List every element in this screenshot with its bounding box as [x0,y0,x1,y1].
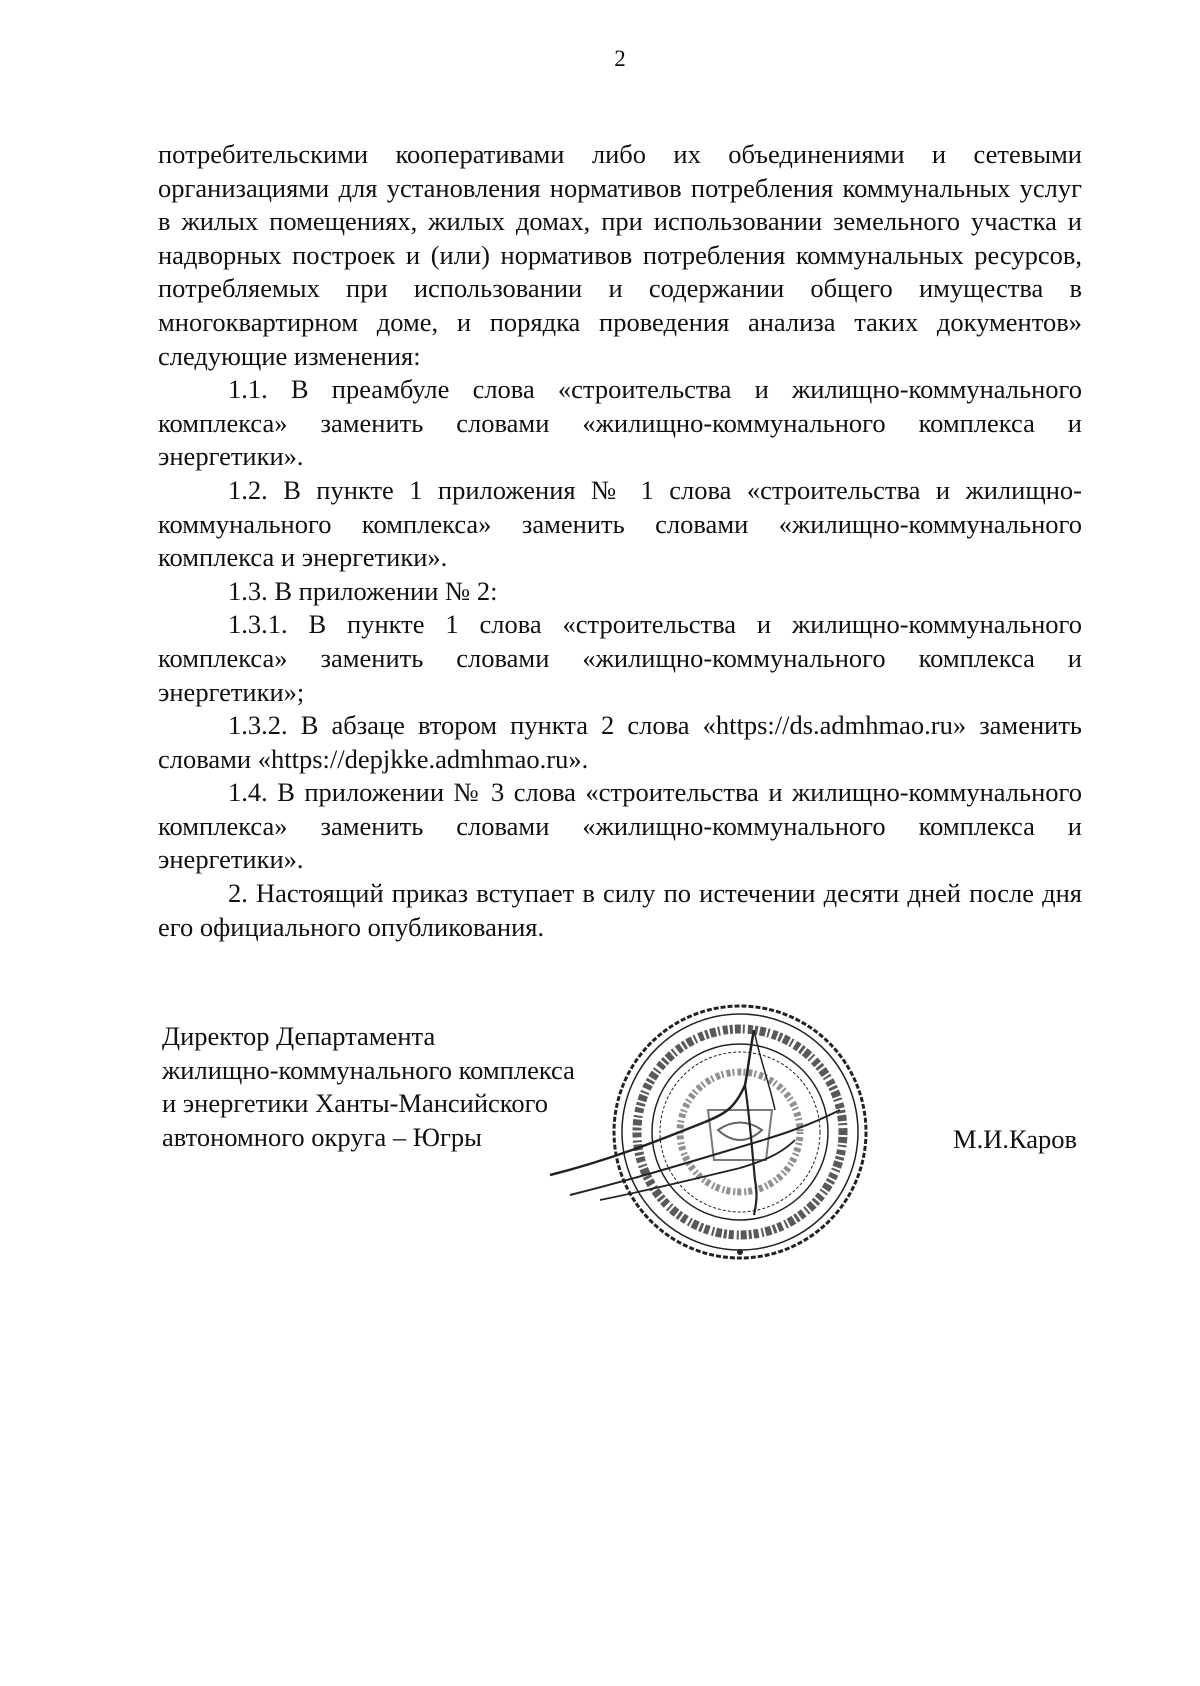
paragraph-1-3-2: 1.3.2. В абзаце втором пункта 2 слова «https://ds.admhmao.ru» заменить словами «https://depjkke.admhmao.ru». [158,710,1082,774]
signature-title-line: и энергетики Ханты-Мансийского [162,1088,549,1119]
paragraph-1-2: 1.2. В пункте 1 приложения № 1 слова «строительства и жилищно-коммунального комплекса» заменить словами «жилищно-коммунального комплекса и энергетики». [158,474,1082,573]
paragraph-2: 2. Настоящий приказ вступает в силу по истечении десяти дней после дня его официального опубликования. [158,878,1082,942]
signature-title-line: жилищно-коммунального комплекса [162,1054,575,1085]
page-number: 2 [614,46,626,71]
paragraph-intro: потребительскими кооперативами либо их объединениями и сетевыми организациями для установления нормативов потребления коммунальных услуг в жилых помещениях, жилых домах, при использовании земельного участка и надворных построек и (или) нормативов потребления коммунальных ресурсов, потребляемых при использовании и содержании общего имущества в многоквартирном доме, и порядка проведения анализа таких документов» следующие изменения: [158,139,1082,371]
paragraph-1-3: 1.3. В приложении № 2: [228,575,498,606]
paragraph-1-3-1: 1.3.1. В пункте 1 слова «строительства и жилищно-коммунального комплекса» заменить словами «жилищно-коммунального комплекса и энергетики»; [158,609,1082,707]
paragraph-1-1: 1.1. В преамбуле слова «строительства и жилищно-коммунального комплекса» заменить словами «жилищно-коммунального комплекса и энергетики». [158,374,1082,472]
signature-title-line: Директор Департамента [162,1021,436,1051]
official-seal-with-signature [540,990,920,1280]
order-body [158,138,1082,944]
signature-title-line: автономного округа – Югры [162,1121,482,1152]
signer-name: М.И.Каров [953,1124,1078,1154]
paragraph-1-4: 1.4. В приложении № 3 слова «строительства и жилищно-коммунального комплекса» заменить словами «жилищно-коммунального комплекса и энергетики». [158,777,1082,875]
